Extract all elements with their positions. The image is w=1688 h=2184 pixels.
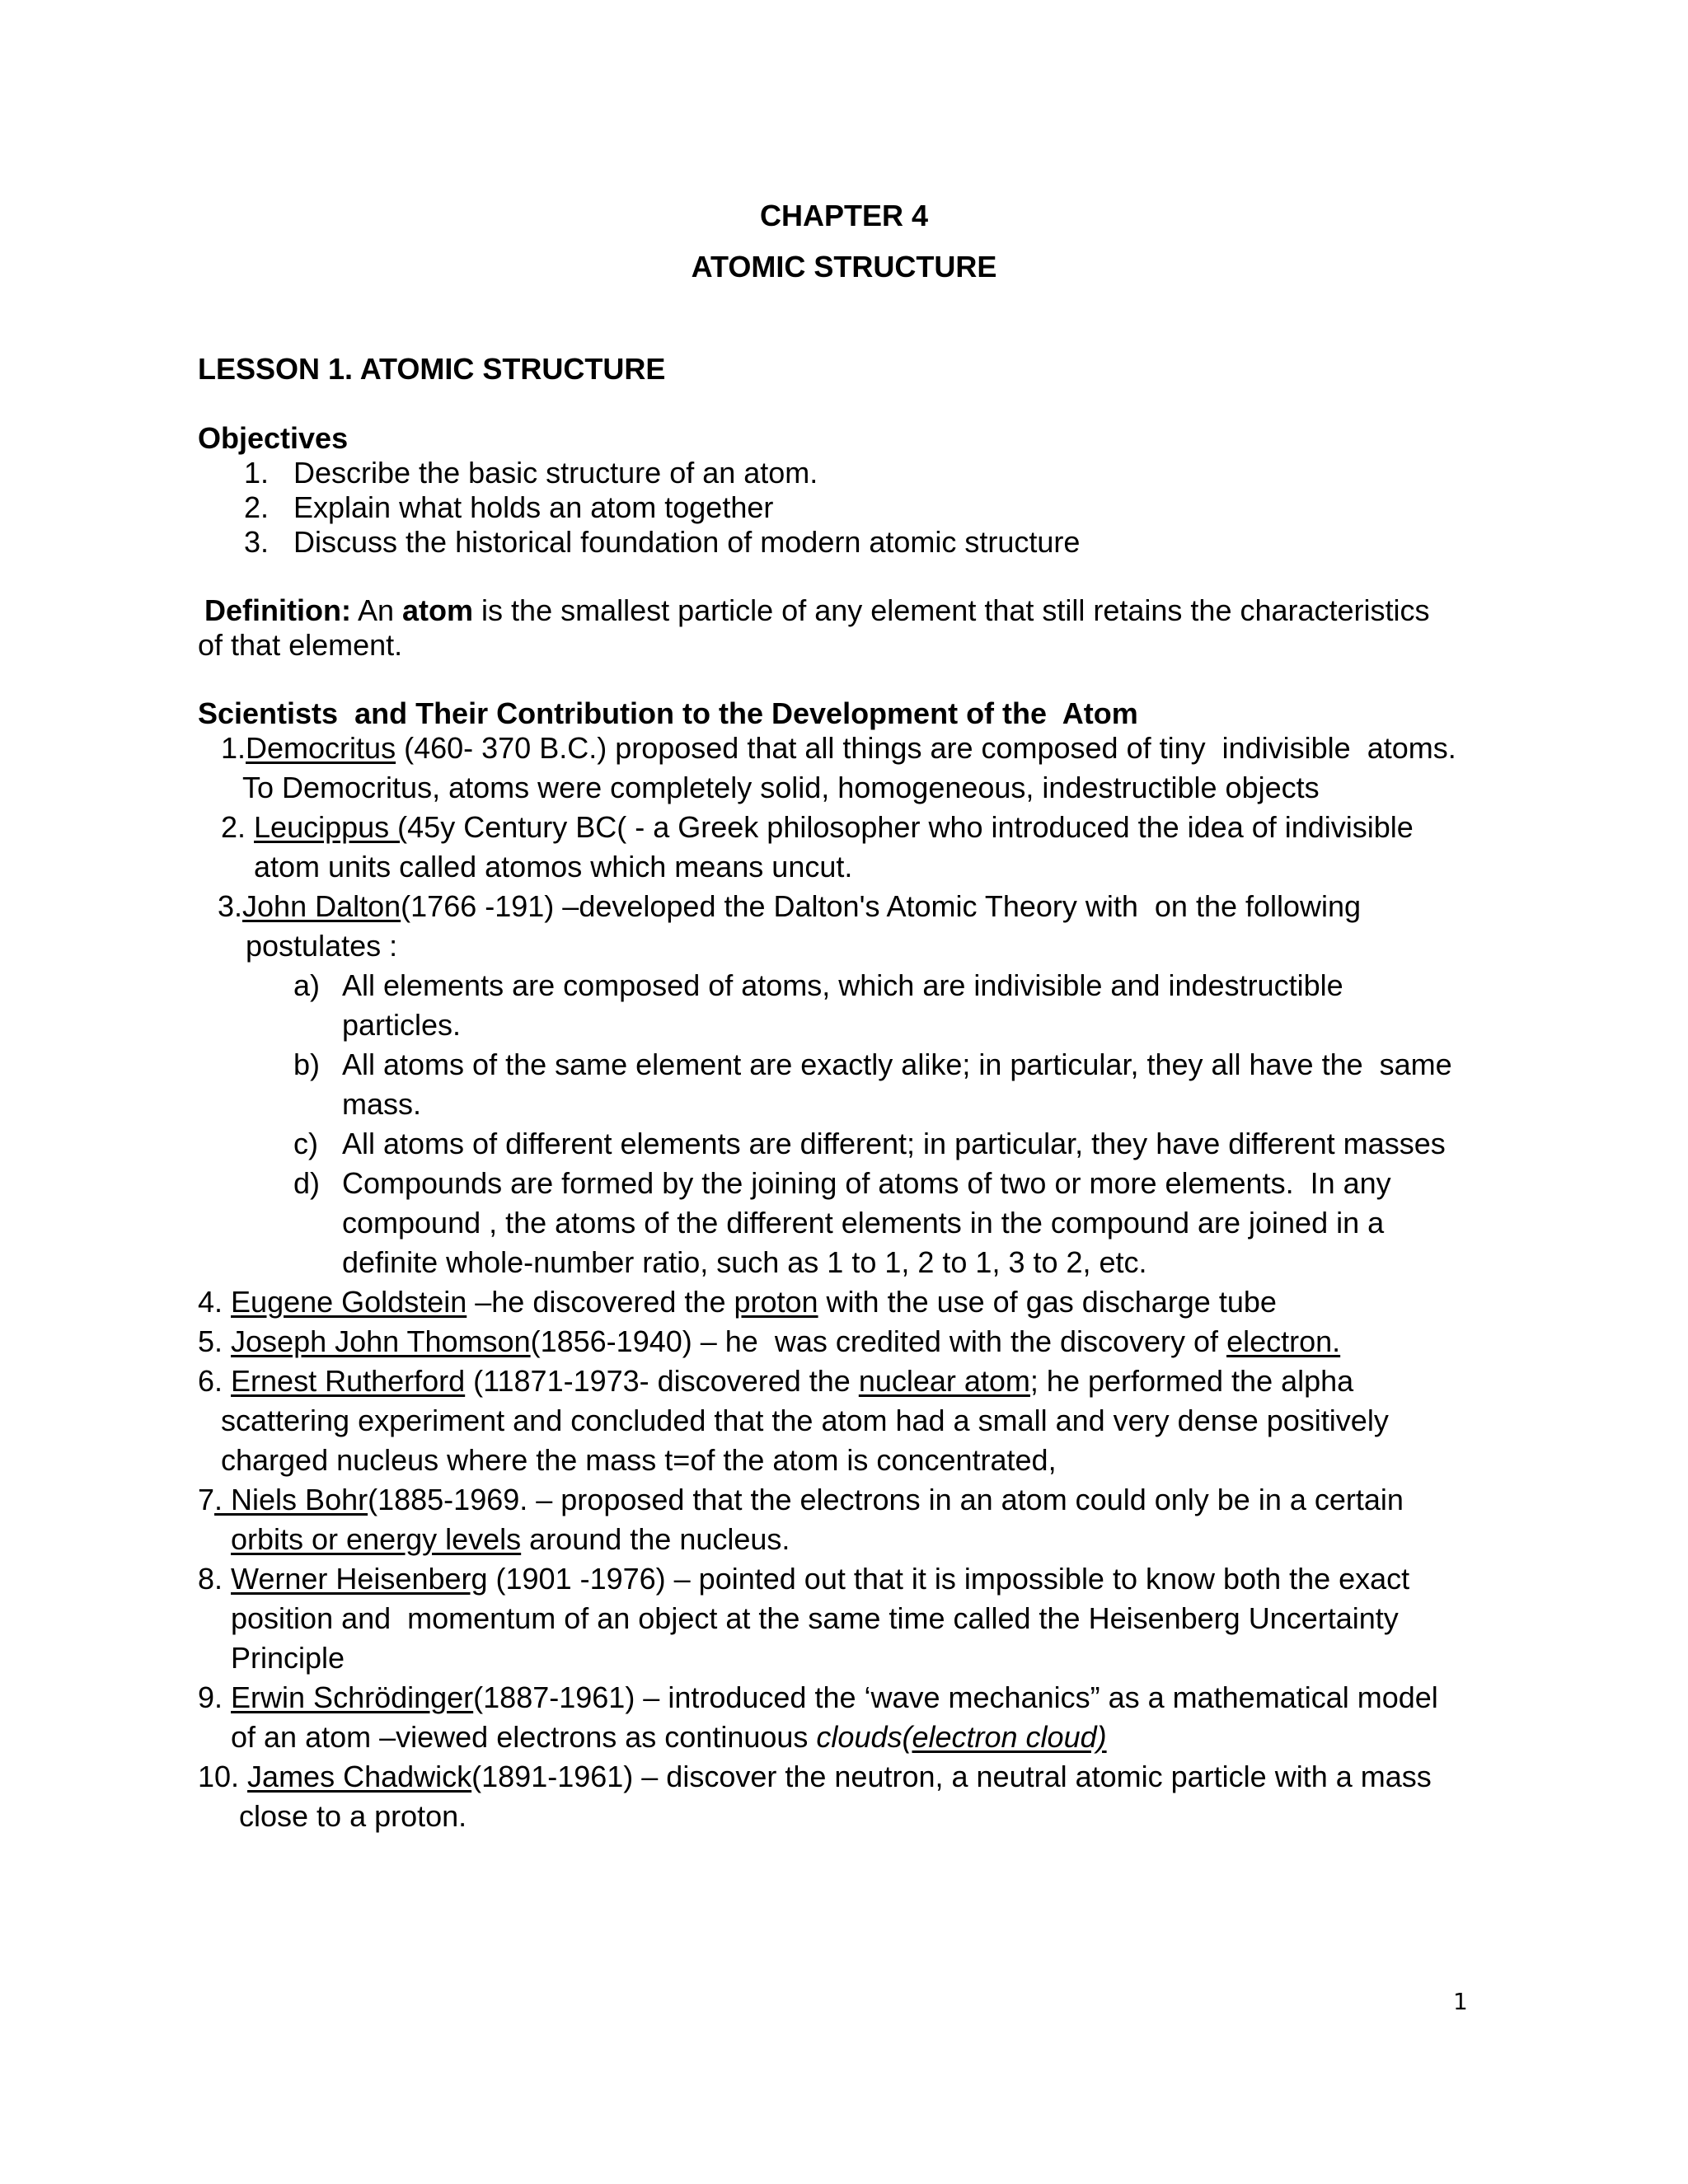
postulate-text: Compounds are formed by the joining of atoms of two or more elements. In any	[342, 1166, 1391, 1200]
scientist-entry	[218, 889, 1362, 923]
entry-text: (460- 370 B.C.) proposed that all things are composed of tiny indivisible atoms.	[396, 731, 1456, 765]
entry-number: 6.	[198, 1364, 232, 1398]
key-term: (electron cloud)	[902, 1720, 1107, 1754]
chapter-number: CHAPTER 4	[759, 199, 929, 232]
entry-continuation: scattering experiment and concluded that the atom had a small and very dense positively	[221, 1404, 1389, 1437]
scientist-name: Werner Heisenberg	[231, 1562, 488, 1596]
entry-text: around the nucleus.	[521, 1522, 790, 1556]
entry-text: (1856-1940) – he was credited with the discovery of	[530, 1324, 1227, 1358]
objective-item: Explain what holds an atom together	[293, 490, 774, 524]
postulate-letter: b)	[293, 1047, 321, 1081]
objective-item: Describe the basic structure of an atom.	[293, 456, 818, 490]
key-term: clouds	[816, 1720, 903, 1754]
entry-text: (1901 -1976) – pointed out that it is impossible to know both the exact	[487, 1562, 1410, 1596]
scientist-name: Leucippus (	[254, 810, 408, 844]
scientist-entry	[198, 1564, 1409, 1594]
scientist-entry	[198, 1366, 1353, 1396]
definition-text: is the smallest particle of any element that still retains the characteristics	[473, 593, 1430, 627]
entry-continuation: atom units called atomos which means uncut.	[254, 850, 853, 883]
scientists-heading: Scientists and Their Contribution to the Development of the Atom	[198, 696, 1138, 730]
scientist-name: Ernest Rutherford	[231, 1364, 466, 1398]
entry-text: (1887-1961) – introduced the ‘wave mechanics” as a mathematical model	[473, 1680, 1438, 1714]
entry-number: 3.	[218, 889, 243, 923]
scientist-name: . Niels Bohr	[214, 1483, 368, 1516]
entry-number: 1.	[221, 731, 246, 765]
entry-number: 5.	[198, 1324, 232, 1358]
objective-number: 3.	[244, 525, 270, 559]
entry-continuation: position and momentum of an object at the same time called the Heisenberg Uncertainty	[231, 1601, 1399, 1635]
postulate-continuation: compound , the atoms of the different elements in the compound are joined in a	[342, 1206, 1385, 1240]
objectives-heading: Objectives	[198, 421, 349, 455]
entry-text: (11871-1973- discovered the	[465, 1364, 859, 1398]
scientist-name: Joseph John Thomson	[231, 1324, 531, 1358]
key-term: nuclear atom	[858, 1364, 1030, 1398]
entry-text: ; he performed the alpha	[1029, 1364, 1354, 1398]
chapter-title: ATOMIC STRUCTURE	[691, 250, 997, 284]
entry-text: (1766 -191) –developed the Dalton's Atomic Theory with on the following	[401, 889, 1362, 923]
key-term: proton	[734, 1285, 818, 1319]
postulate-text: All atoms of the same element are exactly alike; in particular, they all have the same	[342, 1047, 1452, 1081]
entry-continuation: To Democritus, atoms were completely solid, homogeneous, indestructible objects	[242, 771, 1320, 804]
definition-text: An	[350, 593, 403, 627]
entry-continuation: postulates :	[246, 929, 398, 963]
scientist-name: James Chadwick	[247, 1760, 472, 1793]
entry-number: 8.	[198, 1562, 232, 1596]
entry-number: 4.	[198, 1285, 232, 1319]
key-term: electron.	[1226, 1324, 1341, 1358]
scientist-entry	[198, 1762, 1432, 1792]
postulate-continuation: mass.	[342, 1087, 422, 1121]
entry-text: of an atom –viewed electrons as continuous	[231, 1720, 817, 1754]
entry-number: 2.	[221, 810, 255, 844]
scientist-entry	[221, 733, 1456, 763]
definition-continuation: of that element.	[198, 628, 403, 662]
postulate-text: All atoms of different elements are different; in particular, they have different masses	[342, 1127, 1446, 1160]
postulate-letter: a)	[293, 968, 321, 1002]
objective-number: 2.	[244, 490, 270, 524]
entry-continuation: charged nucleus where the mass t=of the atom is concentrated,	[221, 1443, 1057, 1477]
definition-label: Definition:	[204, 593, 351, 627]
scientist-name: Erwin Schrödinger	[231, 1680, 474, 1714]
entry-number: 9.	[198, 1680, 232, 1714]
postulate-letter: c)	[293, 1127, 318, 1160]
entry-continuation: Principle	[231, 1641, 345, 1675]
objective-number: 1.	[244, 456, 270, 490]
entry-text: 45y Century BC( - a Greek philosopher who introduced the idea of indivisible	[407, 810, 1414, 844]
entry-continuation	[231, 1522, 790, 1556]
entry-text: (1885-1969. – proposed that the electrons in an atom could only be in a certain	[368, 1483, 1404, 1516]
scientist-entry	[198, 1680, 1438, 1714]
page-number: 1	[1453, 1988, 1468, 2015]
definition-term: atom	[402, 593, 474, 627]
entry-continuation	[231, 1722, 1107, 1752]
scientist-entry	[198, 1485, 1404, 1515]
scientist-name: John Dalton	[242, 889, 401, 923]
scientist-entry	[198, 1287, 1277, 1317]
scientist-name: Democritus	[246, 731, 396, 765]
postulate-text: All elements are composed of atoms, which are indivisible and indestructible	[342, 968, 1343, 1002]
entry-text: (1891-1961) – discover the neutron, a neutral atomic particle with a mass	[471, 1760, 1432, 1793]
postulate-continuation: particles.	[342, 1008, 462, 1042]
entry-number: 10.	[198, 1760, 248, 1793]
scientist-entry	[221, 810, 1414, 844]
key-term: orbits or energy levels	[231, 1522, 522, 1556]
entry-text: –he discovered the	[467, 1285, 734, 1319]
scientist-name: Eugene Goldstein	[231, 1285, 467, 1319]
entry-continuation: close to a proton.	[239, 1799, 467, 1833]
postulate-continuation: definite whole-number ratio, such as 1 to 1, 2 to 1, 3 to 2, etc.	[342, 1245, 1147, 1279]
entry-text: with the use of gas discharge tube	[818, 1285, 1277, 1319]
objective-item: Discuss the historical foundation of modern atomic structure	[293, 525, 1081, 559]
scientist-entry	[198, 1324, 1341, 1358]
entry-number: 7	[198, 1483, 215, 1516]
postulate-letter: d)	[293, 1166, 321, 1200]
definition-line	[204, 593, 1430, 627]
lesson-title: LESSON 1. ATOMIC STRUCTURE	[198, 352, 666, 386]
